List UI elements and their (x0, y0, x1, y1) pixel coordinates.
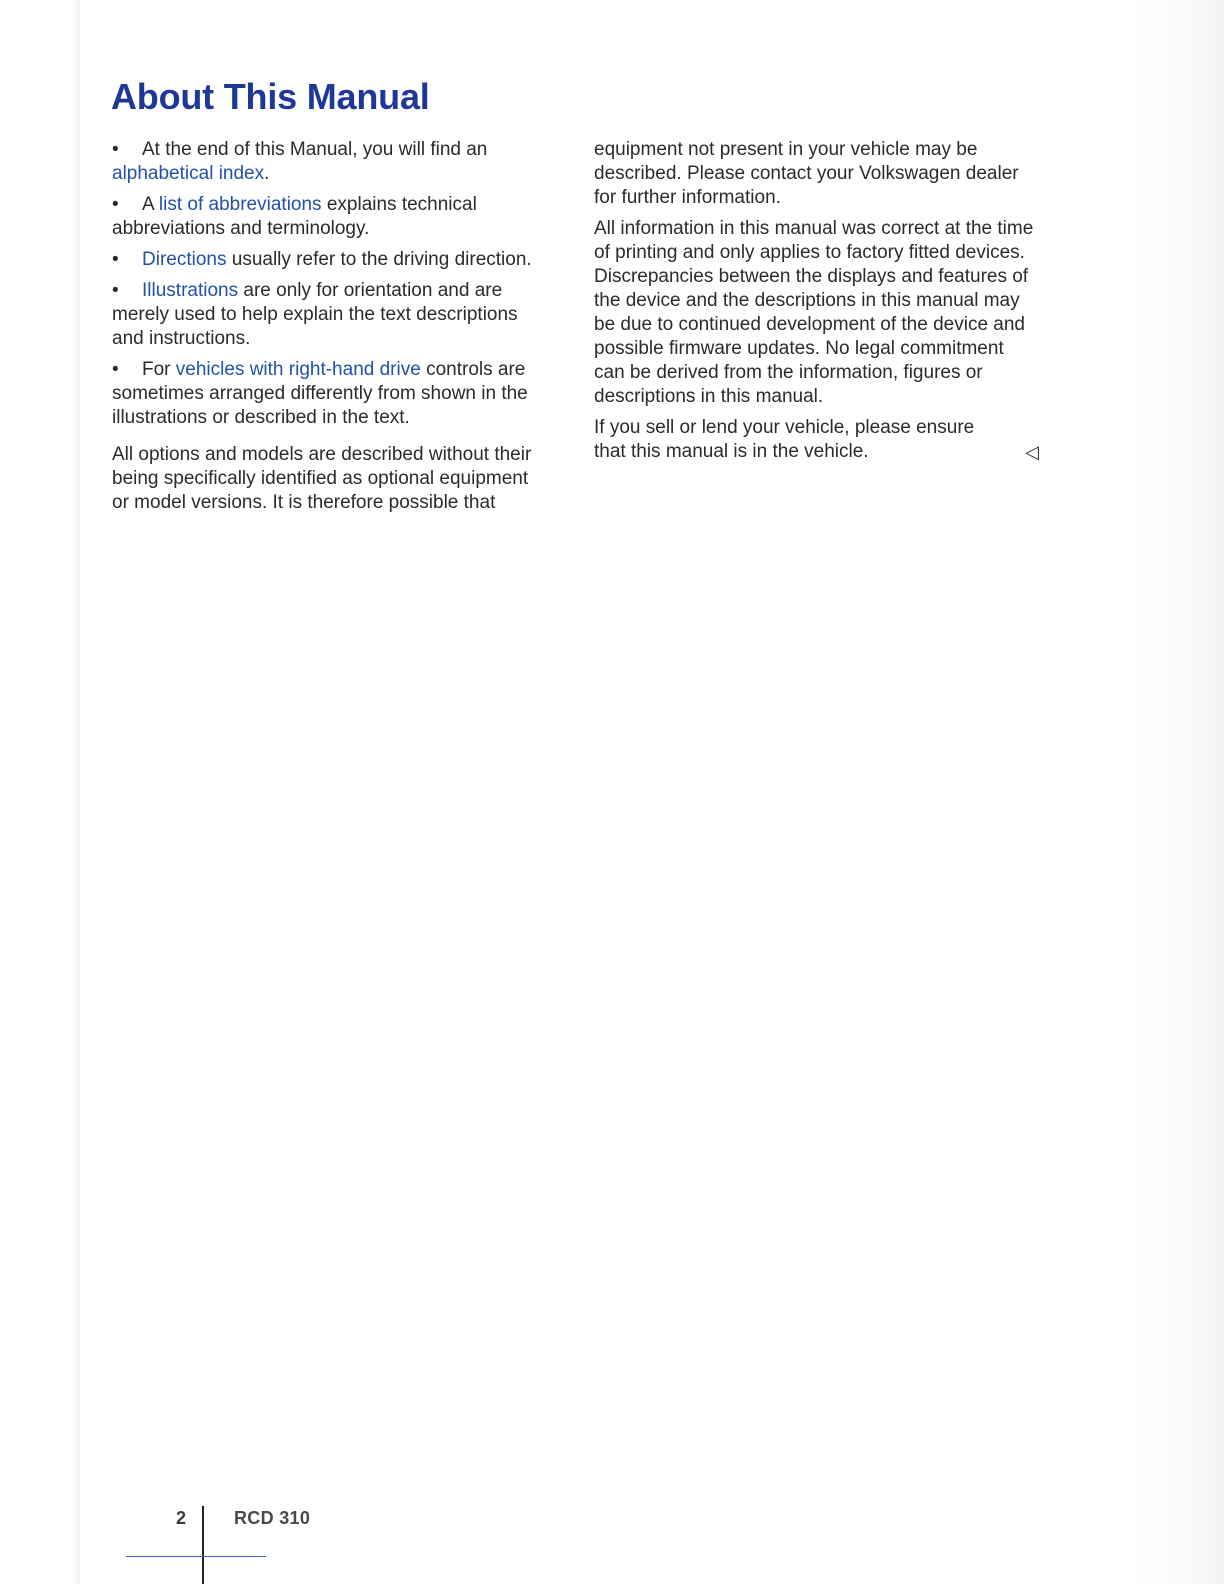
footer-divider (202, 1506, 204, 1584)
page-title: About This Manual (111, 76, 430, 117)
bullet-item (112, 193, 550, 241)
link-alphabetical-index[interactable]: alphabetical index (112, 163, 265, 184)
link-illustrations[interactable]: Illustrations (142, 280, 239, 301)
body-paragraph: All information in this manual was correct at the time of printing and only applies to factory fitted devices. Discrepancies between the displays and features of the device and the descriptions in this manual may be due to continued development of the device and possible firmware updates. No legal commitment can be derived from the information, figures or descriptions in this manual. (594, 218, 1034, 407)
body-paragraph: equipment not present in your vehicle may be described. Please contact your Volkswagen dealer for further information. (594, 139, 1019, 208)
bullet-text-after: are only for orientation and are merely used to help explain the text descriptions and instructions. (112, 280, 518, 349)
body-paragraph: If you sell or lend your vehicle, please ensure that this manual is in the vehicle. (594, 417, 975, 462)
body-paragraph: All options and models are described without their being specifically identified as optional equipment or model versions. It is therefore possible that (112, 444, 532, 513)
bullet-text-after: usually refer to the driving direction. (226, 249, 532, 270)
bullet-text-after: explains technical abbreviations and terminology. (112, 194, 477, 239)
footer-product-name: RCD 310 (234, 1508, 311, 1528)
end-of-section-icon: ◁ (1025, 442, 1039, 462)
link-list-of-abbreviations[interactable]: list of abbreviations (158, 194, 322, 215)
bullet-text-after: . (264, 163, 270, 184)
last-paragraph (594, 416, 1039, 464)
bullet-icon: • (112, 280, 119, 301)
page-number: 2 (176, 1508, 187, 1528)
page-edge-right (1132, 0, 1224, 1584)
bullet-text-before: For (142, 359, 176, 380)
right-column (594, 138, 1039, 471)
bullet-item (112, 138, 550, 186)
bullet-text-before: At the end of this Manual, you will find an (142, 139, 488, 160)
left-column (112, 138, 550, 522)
link-right-hand-drive[interactable]: vehicles with right-hand drive (175, 359, 421, 380)
bullet-icon: • (112, 139, 119, 160)
page-shadow-left (0, 0, 80, 1584)
bullet-item (112, 358, 550, 430)
bullet-item (112, 279, 550, 351)
bullet-text-before: A (142, 194, 159, 215)
footer-rule (126, 1556, 266, 1557)
bullet-item (112, 248, 550, 272)
bullet-icon: • (112, 194, 119, 215)
bullet-text-after: controls are sometimes arranged differently from shown in the illustrations or described in the text. (112, 359, 528, 428)
bullet-icon: • (112, 249, 119, 270)
link-directions[interactable]: Directions (142, 249, 227, 270)
bullet-icon: • (112, 359, 119, 380)
